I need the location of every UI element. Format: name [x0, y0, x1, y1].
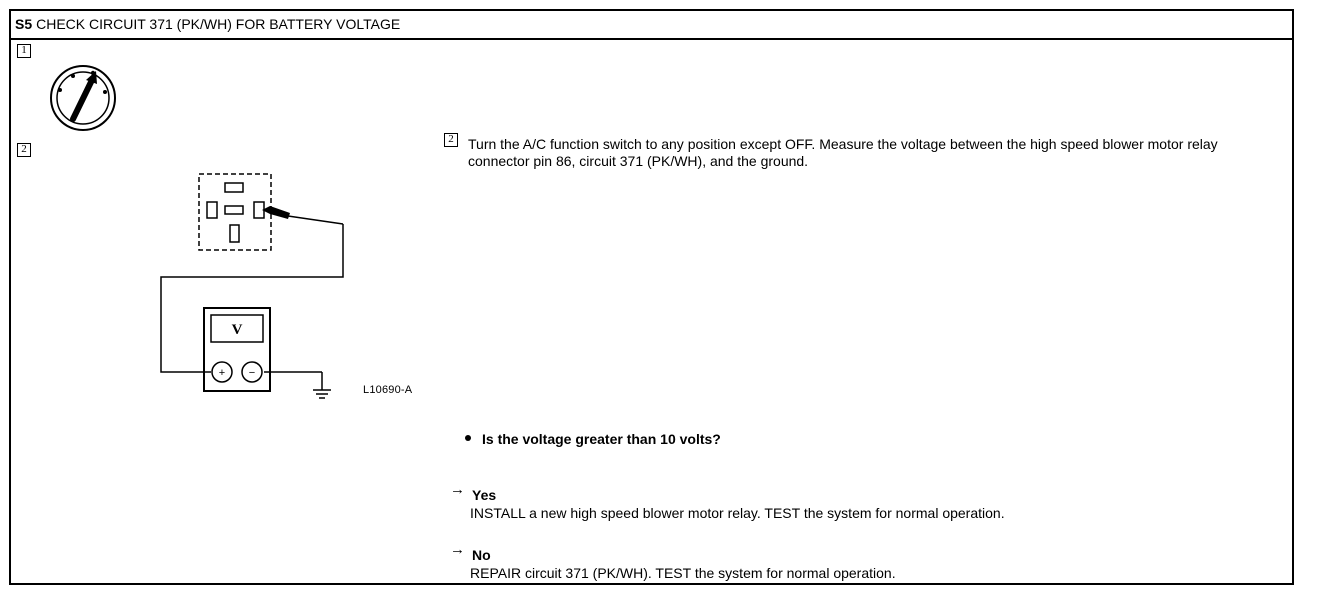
ignition-switch-icon — [51, 66, 115, 130]
step-1-box: 1 — [17, 44, 31, 58]
no-action-text: REPAIR circuit 371 (PK/WH). TEST the system for normal operation. — [470, 565, 896, 581]
ground-symbol-icon — [313, 390, 331, 398]
meter-display-label: V — [231, 322, 243, 338]
yes-action-text: INSTALL a new high speed blower motor relay. TEST the system for normal operation. — [470, 505, 1005, 521]
positive-terminal-label: + — [218, 367, 226, 379]
voltmeter-icon — [204, 308, 270, 391]
question-text: Is the voltage greater than 10 volts? — [482, 431, 721, 447]
probe-wire — [161, 224, 343, 372]
yes-arrow-icon: → — [450, 481, 465, 498]
question-item — [465, 431, 721, 447]
instruction-step-box: 2 — [444, 133, 458, 147]
step-title: CHECK CIRCUIT 371 (PK/WH) FOR BATTERY VOLTAGE — [36, 16, 401, 32]
step-id: S5 — [15, 16, 33, 32]
figure-id-label: L10690-A — [363, 384, 413, 396]
no-label: No — [472, 547, 491, 563]
no-arrow-icon: → — [450, 541, 465, 558]
test-probe-icon — [262, 206, 343, 224]
step-2-box: 2 — [17, 143, 31, 157]
instruction-text: Turn the A/C function switch to any position except OFF. Measure the voltage between the high speed blower motor relay connector pin 86, circuit 371 (PK/WH), and the ground. — [468, 136, 1218, 169]
yes-label: Yes — [472, 487, 497, 503]
bullet-icon — [465, 435, 471, 441]
relay-connector-icon — [199, 174, 271, 250]
negative-terminal-label: − — [248, 367, 256, 379]
